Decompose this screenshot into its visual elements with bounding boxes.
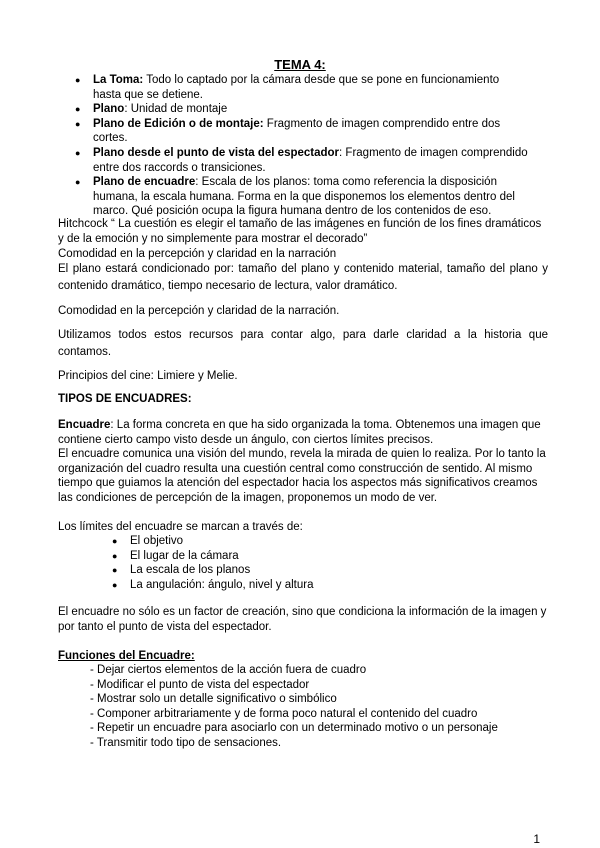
paragraph: Principios del cine: Limiere y Melie. [58,370,238,382]
paragraph: El encuadre no sólo es un factor de creación, sino que condiciona la información de la imagen y por tanto el punto de vista del espectador. [58,606,547,633]
definition: Fragmento de imagen comprendido entre dos cortes. [93,117,501,145]
list-item [58,102,528,117]
term: La Toma: [93,74,144,86]
list-item: - Mostrar solo un detalle significativo o simbólico [90,693,337,706]
paragraph: Utilizamos todos estos recursos para contar algo, para darle claridad a la historia que contamos. [58,329,548,358]
list-item [58,117,528,146]
paragraph: Los límites del encuadre se marcan a través de: [58,521,303,533]
list-item: ● El objetivo [112,534,314,549]
list-item [58,146,528,175]
paragraph: El plano estará condicionado por: tamaño del plano y contenido material, tamaño del plano y contenido dramático, tiempo necesario de lectura, valor dramático. [58,263,548,292]
definition: : Unidad de montaje [124,103,228,116]
term: Plano de encuadre [93,176,196,189]
list-item [58,73,528,102]
functions-list [90,663,498,751]
section-heading: TIPOS DE ENCUADRES: [58,393,192,405]
paragraph: Comodidad en la percepción y claridad en la narración [58,248,337,260]
list-item: - Dejar ciertos elementos de la acción fuera de cuadro [90,664,367,676]
list-item: ● La escala de los planos [112,563,314,578]
paragraph: Comodidad en la percepción y claridad de la narración. [58,305,340,317]
section-heading: Funciones del Encuadre: [58,650,195,662]
definitions-list [58,73,528,219]
term: Plano [93,103,125,116]
list-item: - Transmitir todo tipo de sensaciones. [90,736,282,749]
page-title: TEMA 4: [274,57,326,72]
definition: : Fragmento de imagen comprendido entre dos raccords o transiciones. [93,146,528,174]
list-item: ● La angulación: ángulo, nivel y altura [112,578,314,593]
list-item: - Repetir un encuadre para asociarlo con un determinado motivo o un personaje [90,722,498,735]
page-number: 1 [533,832,540,846]
limits-list [112,534,314,592]
paragraph: El encuadre comunica una visión del mundo, revela la mirada de quien lo realiza. Por lo tanto la organización del cuadro resulta una cuestión central como construcción de sentido. Al mismo tiempo que guiamos la atención del espectador hacia los aspectos más significativos creamos las condiciones de percepción de la imagen, proponemos un modo de ver. [58,448,546,504]
hitchcock-quote: Hitchcock “ La cuestión es elegir el tamaño de las imágenes en función de los fines dramáticos y de la emoción y no simplemente para mostrar el decorado” [58,218,542,245]
term: Plano de Edición o de montaje: [93,117,264,130]
paragraph [58,418,548,447]
term: Plano desde el punto de vista del espectador [93,146,340,159]
list-item [58,175,528,219]
list-item: - Componer arbitrariamente y de forma poco natural el contenido del cuadro [90,707,478,720]
term: Encuadre [58,419,111,431]
list-item: ● El lugar de la cámara [112,549,314,564]
list-item: - Modificar el punto de vista del espectador [90,678,310,691]
definition: Todo lo captado por la cámara desde que se pone en funcionamiento hasta que se detiene. [93,74,500,101]
definition: : Escala de los planos: toma como referencia la disposición humana, la escala humana. Forma en la que disponemos los elementos dentro del marco. Qué posición ocupa la figura humana dentro de los contenidos de eso. [93,176,515,218]
definition: : La forma concreta en que ha sido organizada la toma. Obtenemos una imagen que contiene cierto campo visto desde un ángulo, con ciertos límites precisos. [58,419,541,446]
